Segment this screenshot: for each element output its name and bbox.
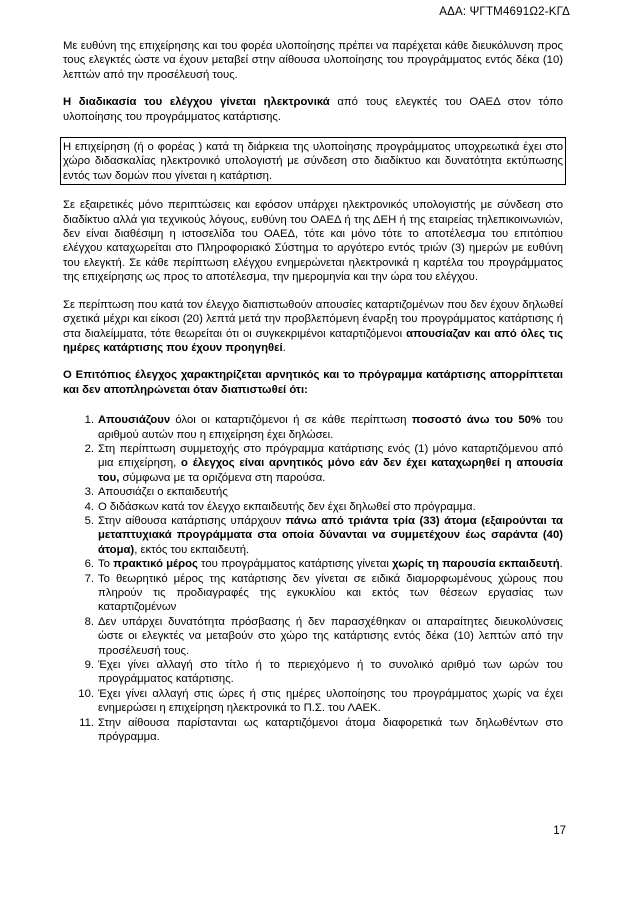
list-text: Έχει γίνει αλλαγή στις ώρες ή στις ημέρες υλοποίησης του προγράμματος χωρίς να έχει ενημερώσει η επιχείρηση ηλεκτρονικά το Π.Σ. του ΛΑΕΚ. <box>98 687 563 715</box>
list-item <box>68 615 563 658</box>
paragraph-text: από τους ελεγκτές του ΟΑΕΔ στον τόπο υλοποίησης του προγράμματος κατάρτισης. <box>63 96 563 123</box>
list-text: Το <box>98 558 114 571</box>
list-text: του προγράμματος κατάρτισης γίνεται <box>197 558 393 571</box>
list-number: 6. <box>84 558 94 571</box>
list-item <box>68 557 563 571</box>
emphasis-text: Η διαδικασία του ελέγχου γίνεται ηλεκτρονικά <box>63 96 330 109</box>
paragraph-text: . <box>282 341 286 354</box>
list-number: 3. <box>84 486 94 499</box>
emphasis-text: απουσίαζαν και από όλες τις ημέρες κατάρτισης που έχουν προηγηθεί <box>63 327 563 354</box>
list-item <box>68 413 563 442</box>
list-number: 4. <box>84 500 94 513</box>
list-item <box>68 514 563 557</box>
emphasis-text: Απουσιάζουν <box>98 414 171 427</box>
list-text: Δεν υπάρχει δυνατότητα πρόσβασης ή δεν παρασχέθηκαν οι απαραίτητες διευκολύνσεις ώστε οι ελεγκτές να μεταβούν στο χώρο της κατάρτισης εντός δέκα (10) λεπτών από την προσέλευσή τους. <box>98 615 563 657</box>
list-number: 2. <box>84 442 94 455</box>
list-number: 10. <box>78 687 94 700</box>
list-text: Έχει γίνει αλλαγή στο τίτλο ή το περιεχόμενο ή το συνολικό αριθμό των ωρών του προγράμματος κατάρτισης. <box>98 659 563 686</box>
emphasis-text: πρακτικό μέρος <box>113 558 198 571</box>
list-item <box>68 442 563 485</box>
emphasis-text: Ο Επιτόπιος έλεγχος χαρακτηρίζεται αρνητικός και το πρόγραμμα κατάρτισης απορρίπτεται και δεν αποπληρώνεται όταν διαπιστωθεί ότι: <box>63 369 563 396</box>
list-text: . <box>559 558 563 571</box>
list-text: του αριθμού αυτών που η επιχείρηση έχει δηλώσει. <box>98 414 564 441</box>
list-text: όλοι οι καταρτιζόμενοι ή σε κάθε περίπτωση <box>170 414 412 427</box>
emphasis-text: ποσοστό άνω του 50% <box>411 414 541 427</box>
list-text: Στη περίπτωση συμμετοχής στο πρόγραμμα κατάρτισης ενός (1) μόνο καταρτιζόμενου από μια επιχείρηση, <box>98 442 563 470</box>
list-text: , εκτός του εκπαιδευτή. <box>134 543 250 556</box>
emphasis-text: ο έλεγχος είναι αρνητικός μόνο εάν δεν έχει καταχωρηθεί η απουσία του, <box>98 457 563 484</box>
paragraph-negative-check-heading <box>63 368 563 397</box>
list-number: 7. <box>84 572 94 585</box>
list-text: Ο διδάσκων κατά τον έλεγχο εκπαιδευτής δεν έχει δηλωθεί στο πρόγραμμα. <box>98 500 476 513</box>
list-item <box>68 485 563 499</box>
list-number: 5. <box>84 514 94 527</box>
paragraph-text: Σε περίπτωση που κατά τον έλεγχο διαπιστωθούν απουσίες καταρτιζομένων που δεν έχουν δηλωθεί σχετικά μέχρι και είκοσι (20) λεπτά μετά την προβλεπόμενη έναρξη του προγράμματος κατάρτισης ή στα διαλείμματα, τότε θεωρείται ότι οι συγκεκριμένοι καταρτιζόμενοι <box>63 298 563 340</box>
paragraph-exceptional-cases: Σε εξαιρετικές μόνο περιπτώσεις και εφόσον υπάρχει ηλεκτρονικός υπολογιστής με σύνδεση στο διαδίκτυο αλλά για τεχνικούς λόγους, ευθύνη του ΟΑΕΔ ή της ΔΕΗ ή της εταιρείας τηλεπικοινωνιών, δεν είναι διαθέσιμη η ιστοσελίδα του ΟΑΕΔ, τότε και μόνο τότε το αποτέλεσμα του επιτόπιου ελέγχου καταχωρείται στο Πληροφοριακό Σύστημα το αργότερο εντός τριών (3) ημερών με ευθύνη του ελεγκτή. Σε κάθε περίπτωση ελέγχου ενημερώνεται ηλεκτρονικά η καρτέλα του προγράμματος της επιχείρησης ως προς το αποτέλεσμα, την ημερομηνία και την ώρα του ελέγχου. <box>63 199 563 284</box>
list-number: 8. <box>84 615 94 628</box>
paragraph-facilitation: Με ευθύνη της επιχείρησης και του φορέα υλοποίησης πρέπει να παρέχεται κάθε διευκόλυνση προς τους ελεγκτές ώστε να έχουν μεταβεί στην αίθουσα υλοποίησης του προγράμματος εντός δέκα (10) λεπτών από την προσέλευσή τους. <box>63 40 563 81</box>
list-number: 1. <box>84 414 94 427</box>
boxed-paragraph-computer-requirement: Η επιχείρηση (ή ο φορέας ) κατά τη διάρκεια της υλοποίησης προγράμματος υποχρεωτικά έχει στο χώρο διδασκαλίας ηλεκτρονικό υπολογιστή με σύνδεση στο διαδίκτυο και δυνατότητα εκτύπωσης εντός των δομών που γίνεται η κατάρτιση. <box>60 137 566 185</box>
emphasis-text: χωρίς τη παρουσία εκπαιδευτή <box>392 558 560 571</box>
list-text: Απουσιάζει ο εκπαιδευτής <box>98 486 228 499</box>
page-number: 17 <box>553 825 566 837</box>
document-ada-code: ΑΔΑ: ΨΓΤΜ4691Ω2-ΚΓΔ <box>439 6 570 18</box>
emphasis-text: πάνω από τριάντα τρία (33) άτομα (εξαιρούνται τα μεταπτυχιακά προγράμματα στα οποία δύνανται να συμμετέχουν έως σαράντα (40) άτομα) <box>98 514 563 556</box>
list-number: 9. <box>84 659 94 672</box>
list-text: σύμφωνα με τα οριζόμενα στη παρούσα. <box>119 471 326 484</box>
list-item <box>68 658 563 687</box>
document-body <box>63 39 563 744</box>
list-item <box>68 687 563 716</box>
list-item <box>68 716 563 745</box>
list-text: Στην αίθουσα κατάρτισης υπάρχουν <box>98 514 286 527</box>
list-item <box>68 500 563 514</box>
list-item <box>68 572 563 615</box>
paragraph-electronic-check <box>63 95 563 124</box>
list-text: Το θεωρητικό μέρος της κατάρτισης δεν γίνεται σε ειδικά διαμορφωμένους χώρους που πληρούν τις προδιαγραφές της εγκυκλίου και εκτός των θέσεων εργασίας των καταρτιζομένων <box>98 572 563 614</box>
negative-conditions-list <box>63 413 563 744</box>
list-text: Στην αίθουσα παρίστανται ως καταρτιζόμενοι άτομα διαφορετικά των δηλωθέντων στο πρόγραμμα. <box>98 716 563 744</box>
paragraph-absences <box>63 298 563 356</box>
list-number: 11. <box>79 716 94 729</box>
